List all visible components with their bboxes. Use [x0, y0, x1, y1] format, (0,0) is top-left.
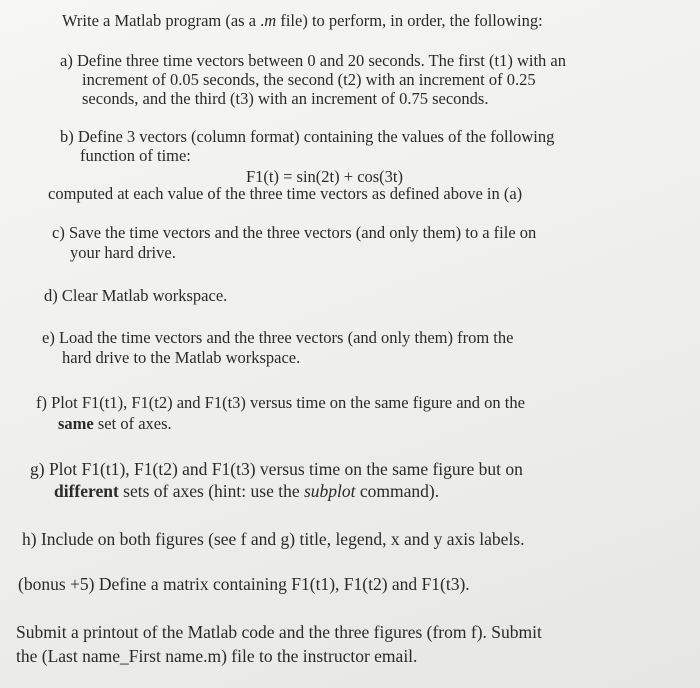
bonus-line-1: (bonus +5) Define a matrix containing F1(t1), F1(t2) and F1(t3).	[18, 574, 470, 594]
item-f-line-2-rest: set of axes.	[93, 414, 172, 433]
intro-line	[62, 11, 543, 31]
item-g-line-2	[54, 481, 439, 501]
item-g-line-1: g) Plot F1(t1), F1(t2) and F1(t3) versus time on the same figure but on	[30, 459, 523, 479]
item-b-line-2: function of time:	[80, 146, 191, 165]
intro-text-pre: Write a Matlab program (as a .	[62, 11, 265, 30]
intro-text-post: file) to perform, in order, the following:	[276, 11, 543, 30]
item-b-line-1: b) Define 3 vectors (column format) containing the values of the following	[60, 127, 555, 146]
item-a-line-2: increment of 0.05 seconds, the second (t2) with an increment of 0.25	[82, 70, 536, 89]
submit-line-2: the (Last name_First name.m) file to the instructor email.	[16, 646, 418, 666]
item-b-formula: F1(t) = sin(2t) + cos(3t)	[246, 167, 404, 186]
item-e-line-2: hard drive to the Matlab workspace.	[62, 348, 301, 367]
submit-line-1: Submit a printout of the Matlab code and the three figures (from f). Submit	[16, 622, 542, 642]
item-a-line-3: seconds, and the third (t3) with an increment of 0.75 seconds.	[82, 89, 489, 108]
item-e-line-1: e) Load the time vectors and the three vectors (and only them) from the	[42, 328, 514, 347]
item-b-line-3: computed at each value of the three time vectors as defined above in (a)	[48, 184, 523, 203]
item-c-line-1: c) Save the time vectors and the three vectors (and only them) to a file on	[52, 223, 537, 242]
item-c-line-2: your hard drive.	[70, 243, 176, 262]
item-g-italic: subplot	[303, 481, 356, 501]
item-g-emphasis: different	[54, 481, 119, 501]
item-f-line-1: f) Plot F1(t1), F1(t2) and F1(t3) versus time on the same figure and on the	[36, 393, 525, 412]
item-g-line-2-mid: sets of axes (hint: use the	[118, 481, 304, 501]
item-g-line-2-end: command).	[355, 481, 440, 501]
item-f-emphasis: same	[58, 414, 94, 433]
item-a-line-1: a) Define three time vectors between 0 and 20 seconds. The first (t1) with an	[60, 51, 566, 70]
item-h-line-1: h) Include on both figures (see f and g) title, legend, x and y axis labels.	[22, 529, 525, 549]
item-f-line-2	[58, 414, 172, 434]
intro-text-ext: m	[264, 11, 277, 30]
item-d-line-1: d) Clear Matlab workspace.	[44, 286, 228, 305]
